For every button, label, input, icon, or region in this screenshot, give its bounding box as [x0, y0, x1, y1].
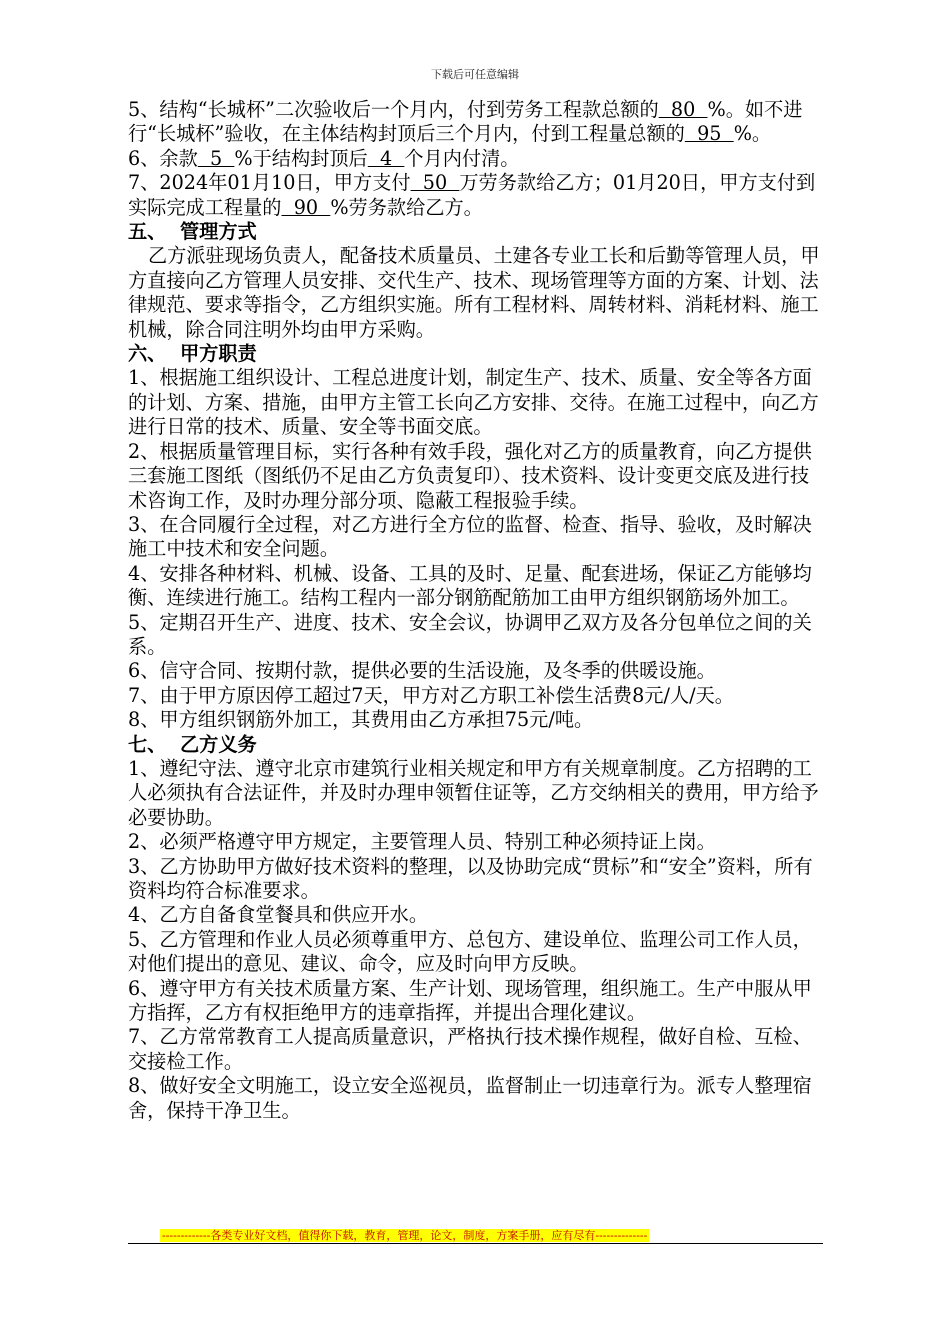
list-item: 8、做好安全文明施工，设立安全巡视员，监督制止一切违章行为。派专人整理宿舍，保持干净卫生。: [128, 1074, 812, 1122]
list-item: 1、根据施工组织设计、工程总进度计划，制定生产、技术、质量、安全等各方面的计划、方案、措施，由甲方主管工长向乙方安排、交待。在施工过程中，向乙方进行日常的技术、质量、安全等书面交底。: [128, 366, 819, 439]
list-item: 5、定期召开生产、进度、技术、安全会议，协调甲乙双方及各分包单位之间的关系。: [128, 610, 812, 658]
clause-text: 5、结构“长城杯”二次验收后一个月内，付到劳务工程款总额的: [128, 98, 659, 121]
section-number: 五、: [128, 220, 167, 244]
payment-clause-7: [128, 171, 828, 220]
list-item: 4、安排各种材料、机械、设备、工具的及时、足量、配套进场，保证乙方能够均衡、连续进行施工。结构工程内一部分钢筋配筋加工由甲方组织钢筋场外加工。: [128, 561, 812, 610]
clause-text: %。如不进行“长城杯”验收，在主体结构封顶后三个月内，付到工程量总额的: [128, 98, 803, 146]
clause-text: %于结构封顶后: [234, 146, 368, 170]
percent-field: 95: [684, 122, 734, 146]
list-item: 2、根据质量管理目标，实行各种有效手段，强化对乙方的质量教育，向乙方提供三套施工图纸（图纸仍不足由乙方负责复印）、技术资料、设计变更交底及进行技术咨询工作，及时办理分部分项、隐蔽工程报验手续。: [128, 439, 812, 512]
list-item: 8、甲方组织钢筋外加工，其费用由乙方承担75元/吨。: [128, 708, 594, 732]
clause-text: 7、2024年01月10日，甲方支付: [128, 171, 411, 195]
amount-field: 50: [410, 171, 460, 195]
percent-field: 5: [197, 146, 235, 170]
section-5-body: 乙方派驻现场负责人，配备技术质量员、土建各专业工长和后勤等管理人员，甲方直接向乙方管理人员安排、交代生产、技术、现场管理等方面的方案、计划、法律规范、要求等指令，乙方组织实施。所有工程材料、周转材料、消耗材料、施工机械，除合同注明外均由甲方采购。: [128, 244, 820, 341]
section-heading-7: [128, 733, 828, 757]
list-item: 3、在合同履行全过程，对乙方进行全方位的监督、检查、指导、验收，及时解决施工中技术和安全问题。: [128, 512, 812, 561]
footer-banner: -------------各类专业好文档，值得你下载，教育，管理，论文，制度，方案手册，应有尽有--------------: [162, 1229, 648, 1242]
list-item: 7、由于甲方原因停工超过7天，甲方对乙方职工补偿生活费8元/人/天。: [128, 683, 734, 707]
list-item: 3、乙方协助甲方做好技术资料的整理，以及协助完成“贯标”和“安全”资料，所有资料均符合标准要求。: [128, 854, 813, 902]
percent-field: 80: [658, 98, 708, 121]
section-number: 六、: [128, 342, 167, 366]
percent-field: 90: [281, 195, 331, 219]
list-item: 6、信守合同、按期付款，提供必要的生活设施，及冬季的供暖设施。: [128, 659, 716, 683]
payment-clause-6: [128, 147, 828, 171]
clause-text: %劳务款给乙方。: [330, 195, 483, 219]
list-item: 4、乙方自备食堂餐具和供应开水。: [128, 903, 429, 927]
section-heading-5: [128, 220, 828, 244]
section-title: 甲方职责: [180, 342, 257, 366]
months-field: 4: [367, 146, 405, 170]
clause-text: 万劳务款给乙方；01月20日，甲方支付到实际完成工程量的: [128, 171, 816, 219]
clause-text: 6、余款: [128, 146, 198, 170]
document-body: [128, 98, 828, 1123]
list-item: 6、遵守甲方有关技术质量方案、生产计划、现场管理，组织施工。生产中服从甲方指挥，乙方有权拒绝甲方的违章指挥，并提出合理化建议。: [128, 976, 812, 1025]
section-title: 管理方式: [180, 220, 257, 244]
section-heading-6: [128, 342, 828, 366]
clause-text: 个月内付清。: [404, 146, 520, 170]
footer-divider: [128, 1243, 823, 1244]
list-item: 5、乙方管理和作业人员必须尊重甲方、总包方、建设单位、监理公司工作人员，对他们提出的意见、建议、命令，应及时向甲方反映。: [128, 927, 812, 976]
list-item: 1、遵纪守法、遵守北京市建筑行业相关规定和甲方有关规章制度。乙方招聘的工人必须执有合法证件，并及时办理申领暂住证等，乙方交纳相关的费用，甲方给予必要协助。: [128, 756, 819, 829]
list-item: 2、必须严格遵守甲方规定，主要管理人员、特别工种必须持证上岗。: [128, 830, 716, 854]
section-title: 乙方义务: [180, 732, 257, 756]
list-item: 7、乙方常常教育工人提高质量意识，严格执行技术操作规程，做好自检、互检、交接检工作。: [128, 1025, 812, 1073]
clause-text: %。: [733, 122, 772, 146]
page-header: 下载后可任意编辑: [431, 68, 519, 81]
section-number: 七、: [128, 732, 167, 756]
payment-clause-5: [128, 98, 828, 147]
